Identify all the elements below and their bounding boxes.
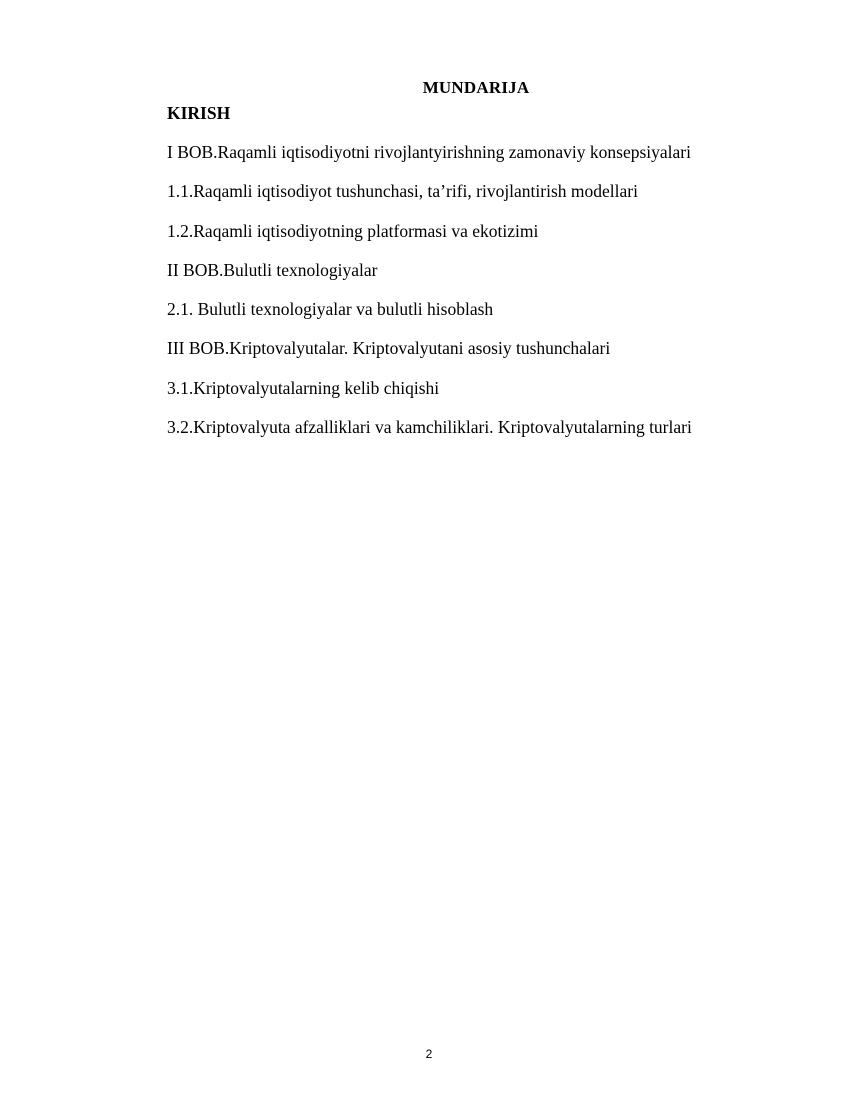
page-number: 2 <box>425 1047 433 1061</box>
toc-entry-kirish: KIRISH <box>167 103 231 123</box>
toc-entry-chapter-2: II BOB.Bulutli texnologiyalar <box>167 259 378 280</box>
toc-entry-chapter-1: I BOB.Raqamli iqtisodiyotni rivojlantyirishning zamonaviy konsepsiyalari <box>167 142 691 162</box>
page-title: MUNDARIJA <box>422 78 530 97</box>
toc-entry-section-1-2: 1.2.Raqamli iqtisodiyotning platformasi va ekotizimi <box>167 220 539 241</box>
toc-entry-section-3-1: 3.1.Kriptovalyutalarning kelib chiqishi <box>167 377 440 398</box>
toc-entry-section-1-1: 1.1.Raqamli iqtisodiyot tushunchasi, ta’rifi, rivojlantirish modellari <box>167 181 638 202</box>
toc-entry-chapter-3: III BOB.Kriptovalyutalar. Kriptovalyutani asosiy tushunchalari <box>167 338 611 359</box>
toc-entry-section-3-2: 3.2.Kriptovalyuta afzalliklari va kamchiliklari. Kriptovalyutalarning turlari <box>167 417 692 438</box>
toc-entry-section-2-1: 2.1. Bulutli texnologiyalar va bulutli hisoblash <box>167 299 494 320</box>
table-of-contents <box>167 102 827 455</box>
